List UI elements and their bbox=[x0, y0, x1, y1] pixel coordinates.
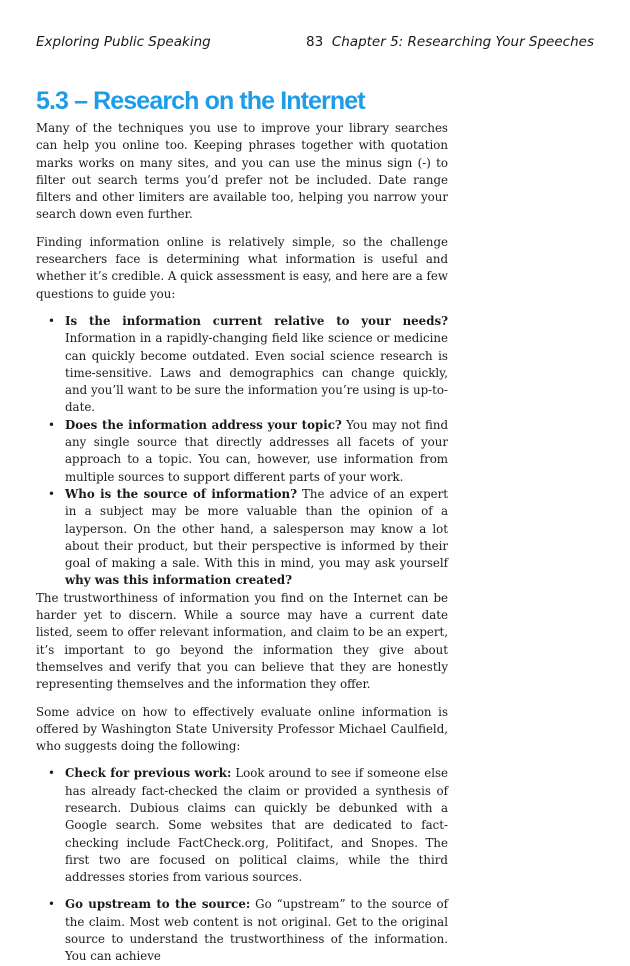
advice-list bbox=[36, 765, 448, 965]
paragraph-trustworthiness: The trustworthiness of information you find on the Internet can be harder yet to discern. While a source may have a current date listed, seem to offer relevant information, and claim to be an expert, it’s important to go beyond the information they give about themselves and verify that you can believe that they are honestly representing themselves and the information they offer. bbox=[36, 590, 448, 692]
advice-text: Go “upstream” to the source of the claim. Most web content is not original. Get to the original source to understand the trustworthiness of the information. You can achieve bbox=[65, 897, 448, 964]
list-item bbox=[36, 486, 448, 590]
question-emphasis: why was this information created? bbox=[65, 573, 292, 588]
advice-lead: Go upstream to the source: bbox=[65, 897, 251, 912]
paragraph-search-techniques: Many of the techniques you use to improve your library searches can help you online too. Keeping phrases together with quotation marks works on many sites, and you can use the minus sign (-) to filter out search terms you’d prefer not be included. Date range filters and other limiters are available too, helping you narrow your search down even further. bbox=[36, 121, 448, 222]
advice-text: Look around to see if someone else has already fact-checked the claim or provided a synthesis of research. Dubious claims can quickly be debunked with a Google search. Some websites that are dedicated to fact-checking include FactCheck.org, Politifact, and Snopes. The first two are focused on political claims, while the third addresses stories from various sources. bbox=[65, 766, 449, 885]
section-title: 5.3 – Research on the Internet bbox=[36, 87, 365, 115]
list-item bbox=[36, 765, 448, 886]
question-text: You may not find any single source that directly addresses all facets of your approach to a topic. You can, however, use information from multiple sources to support different parts of your work. bbox=[65, 417, 448, 484]
question-lead: Is the information current relative to your needs? bbox=[65, 313, 448, 328]
book-title: Exploring Public Speaking bbox=[36, 34, 211, 50]
list-item bbox=[36, 896, 448, 965]
chapter-title: Chapter 5: Researching Your Speeches bbox=[331, 34, 594, 50]
question-text: The advice of an expert in a subject may be more valuable than the opinion of a layperson. On the other hand, a salesperson may know a lot about their product, but their perspective is informed by their goal of making a sale. With this in mind, you may ask yourself bbox=[65, 486, 448, 571]
question-lead: Does the information address your topic? bbox=[65, 417, 342, 432]
list-item bbox=[36, 417, 448, 486]
advice-lead: Check for previous work: bbox=[65, 766, 232, 781]
list-item bbox=[36, 313, 448, 417]
paragraph-caulfield-advice: Some advice on how to effectively evaluate online information is offered by Washington State University Professor Michael Caulfield, who suggests doing the following: bbox=[36, 704, 448, 754]
running-header bbox=[36, 34, 594, 54]
paragraph-credibility-intro: Finding information online is relatively simple, so the challenge researchers face is determining what information is useful and whether it’s credible. A quick assessment is easy, and here are a few questions to guide you: bbox=[36, 234, 448, 301]
question-list bbox=[36, 313, 448, 590]
body-text bbox=[36, 120, 448, 966]
page-number: 83 bbox=[306, 34, 324, 50]
question-lead: Who is the source of information? bbox=[65, 486, 297, 501]
question-text: Information in a rapidly-changing field like science or medicine can quickly become outdated. Even social science research is time-sensitive. Laws and demographics can change quickly, and you’ll want to be sure the information you’re using is up-to-date. bbox=[65, 331, 448, 415]
